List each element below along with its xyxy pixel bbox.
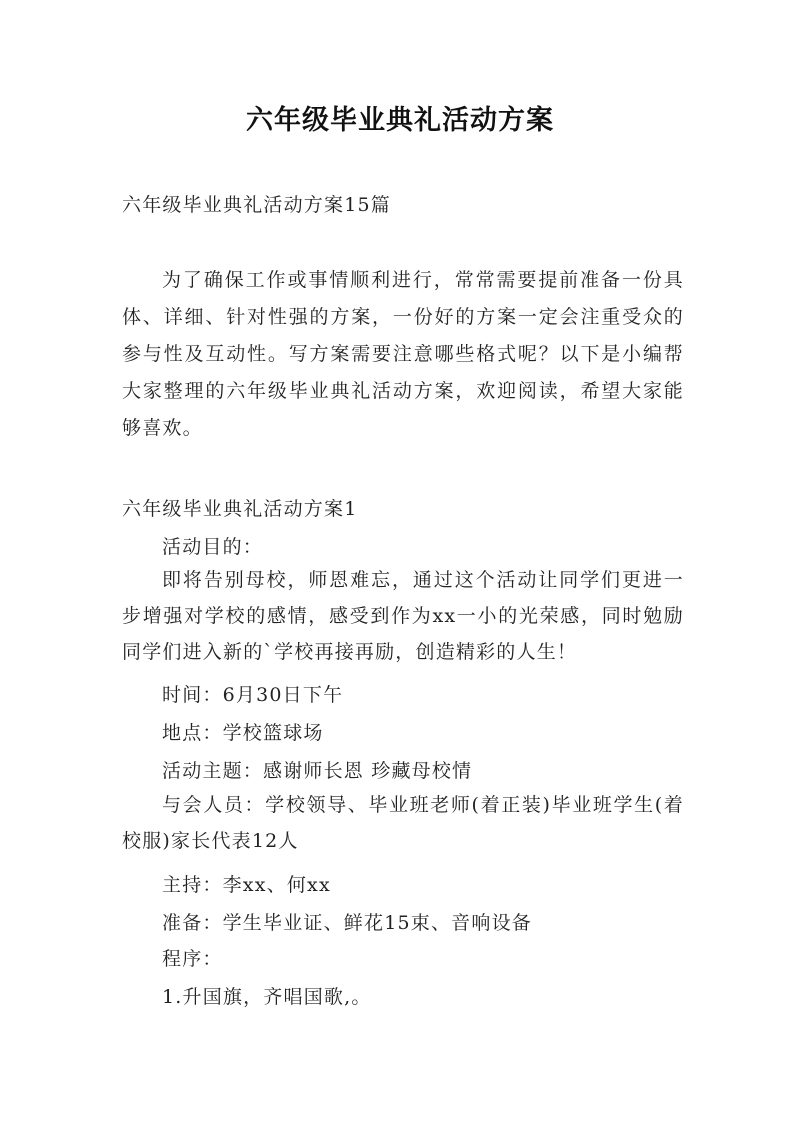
place-line: 地点：学校篮球场 <box>162 722 324 744</box>
intro-paragraph: 为了确保工作或事情顺利进行，常常需要提前准备一份具体、详细、针对性强的方案，一份好的方案一定会注重受众的参与性及互动性。写方案需要注意哪些格式呢？以下是小编帮大家整理的六年级毕业典礼活动方案，欢迎阅读，希望大家能够喜欢。 <box>122 269 684 439</box>
hosts-line: 主持：李xx、何xx <box>162 874 331 896</box>
procedure-label: 程序： <box>162 948 223 970</box>
preparation-line: 准备：学生毕业证、鲜花15束、音响设备 <box>162 912 532 934</box>
purpose-label: 活动目的： <box>162 536 264 558</box>
theme-line: 活动主题：感谢师长恩 珍藏母校情 <box>162 760 473 782</box>
purpose-paragraph: 即将告别母校，师恩难忘，通过这个活动让同学们更进一步增强对学校的感情，感受到作为xx一小的光荣感，同时勉励同学们进入新的`学校再接再励，创造精彩的人生！ <box>122 569 684 663</box>
section-heading: 六年级毕业典礼活动方案1 <box>122 498 358 520</box>
document-title: 六年级毕业典礼活动方案 <box>246 105 554 136</box>
time-line: 时间：6月30日下午 <box>162 684 344 706</box>
document-subtitle: 六年级毕业典礼活动方案15篇 <box>122 194 391 216</box>
procedure-step-1: 1.升国旗，齐唱国歌,。 <box>162 986 372 1008</box>
attendees-paragraph: 与会人员：学校领导、毕业班老师(着正装)毕业班学生(着校服)家长代表12人 <box>122 794 684 852</box>
